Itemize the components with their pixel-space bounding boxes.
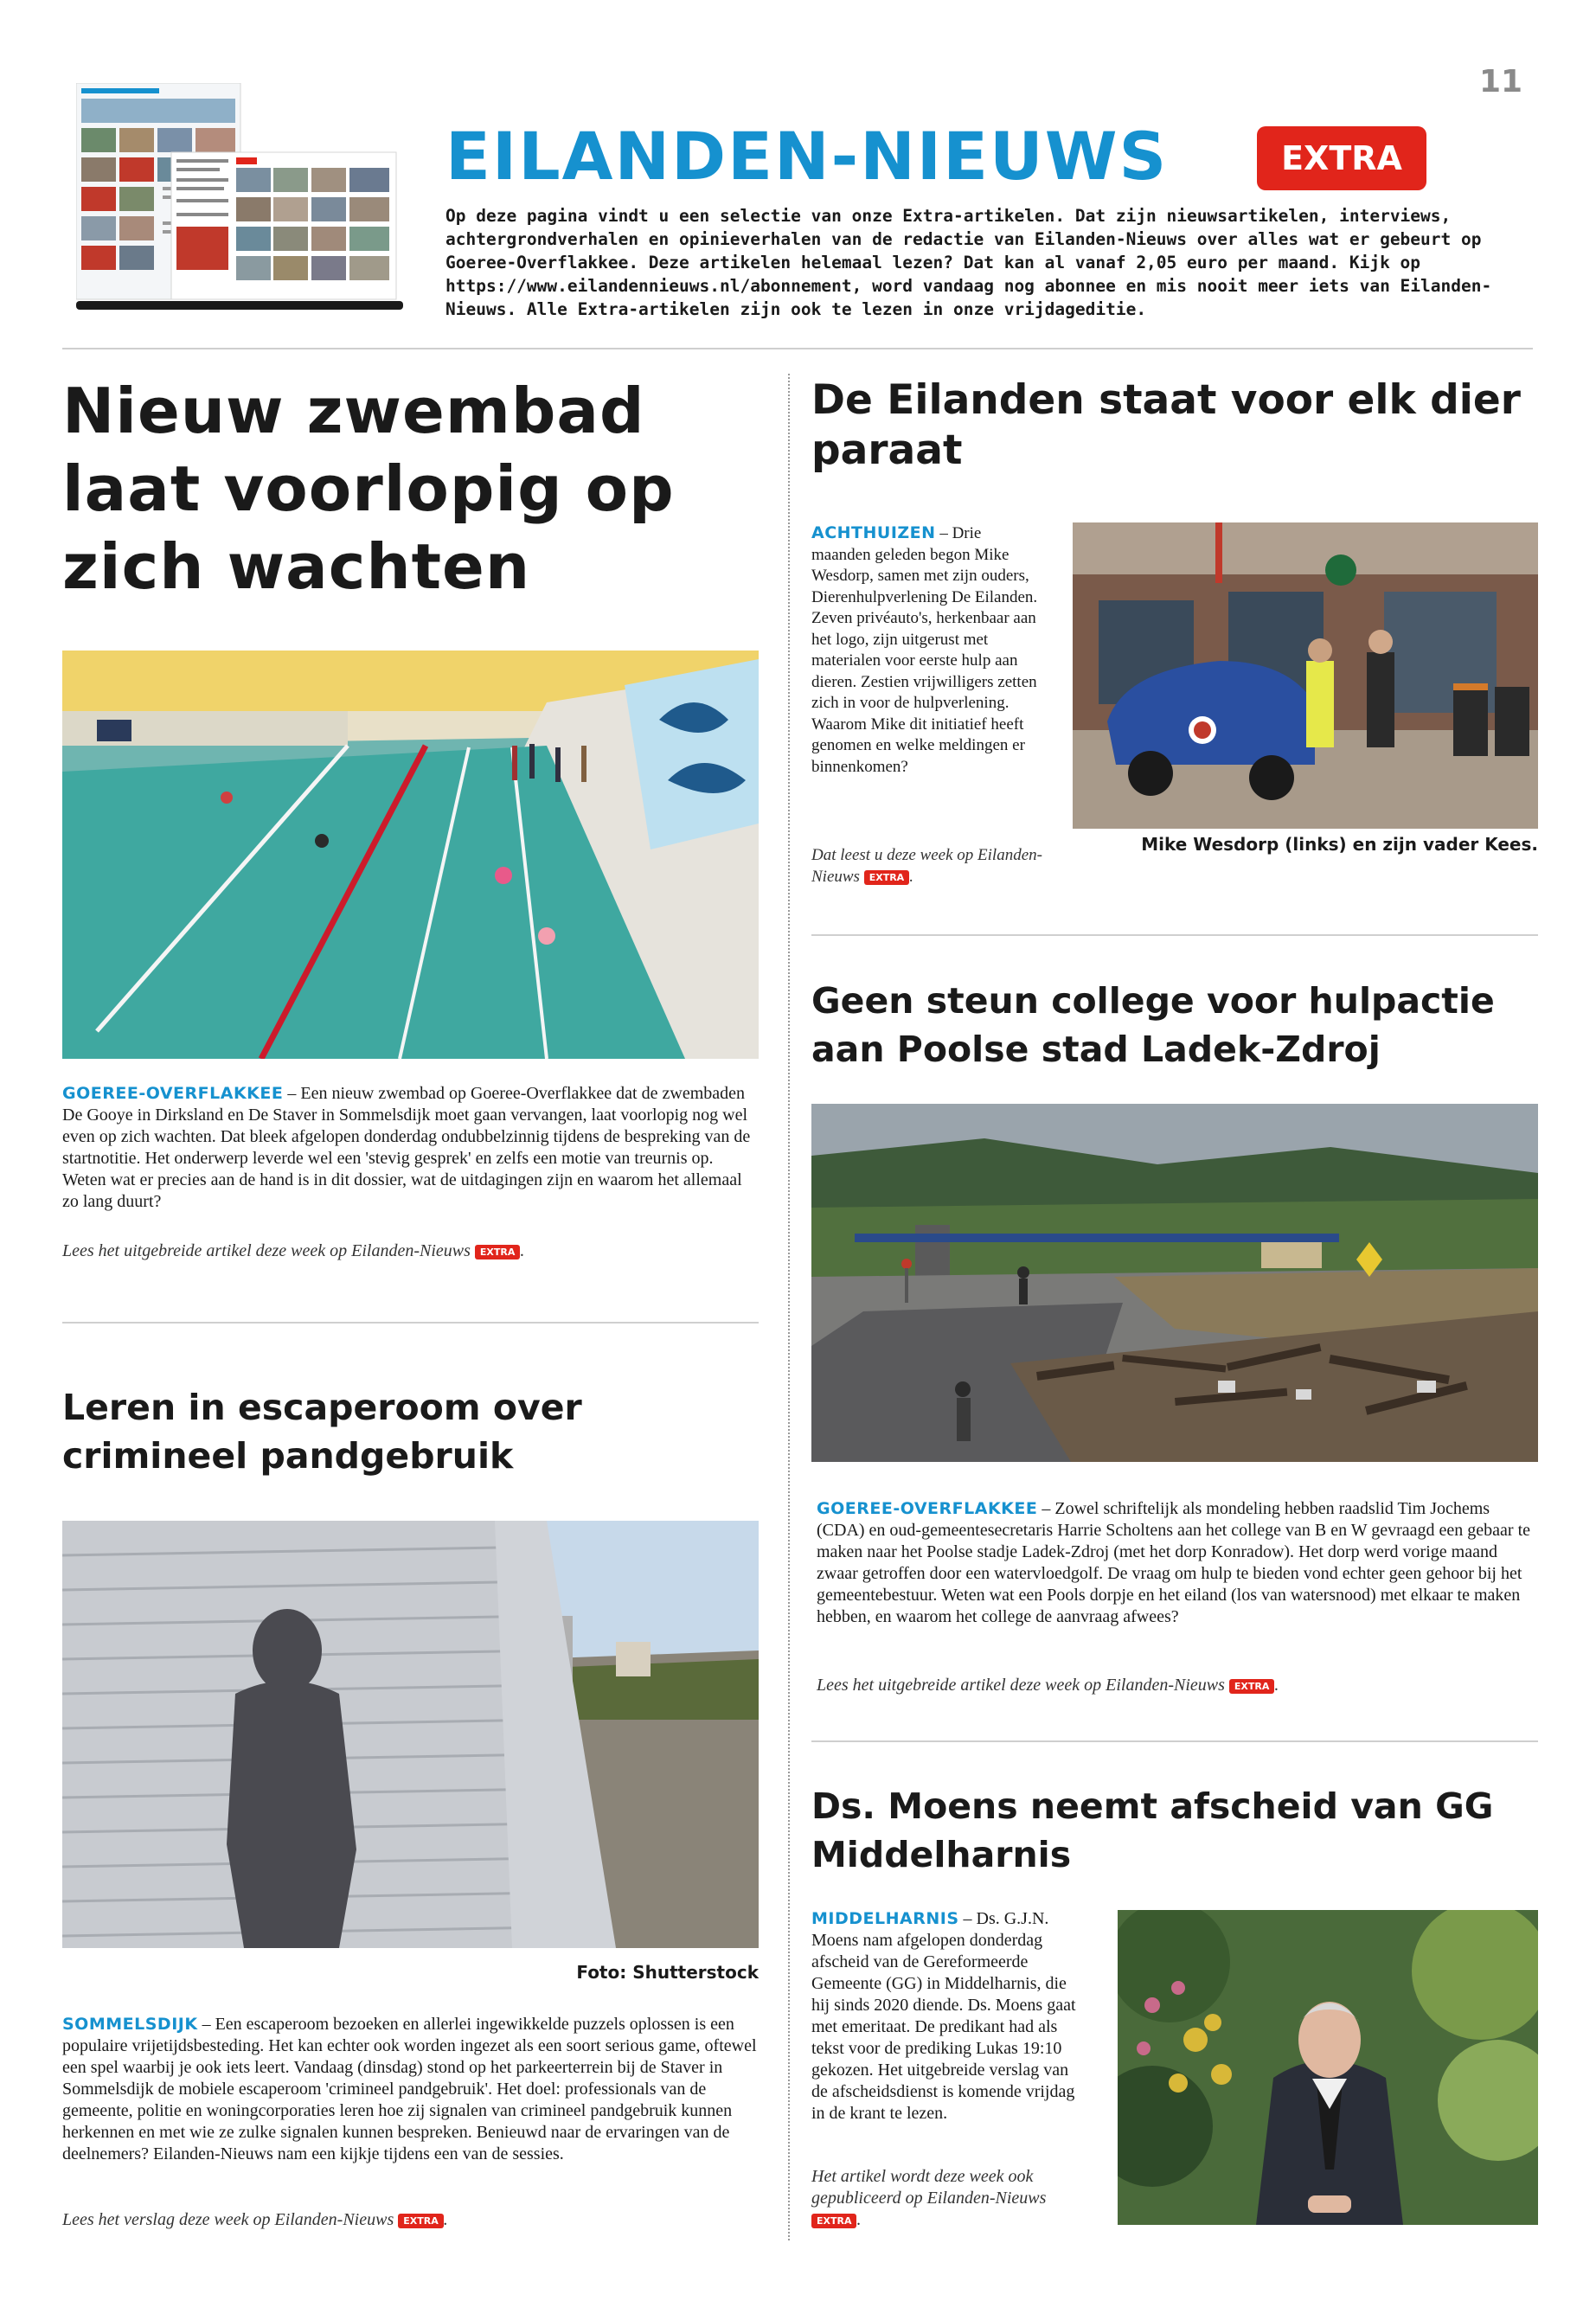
- headline-escaperoom: Leren in escaperoom over crimineel pandgebruik: [62, 1387, 582, 1477]
- readmore-escaperoom-text: Lees het verslag deze week op Eilanden-Nieuws: [62, 2210, 394, 2229]
- readmore-polen-text: Lees het uitgebreide artikel deze week op Eilanden-Nieuws: [817, 1676, 1225, 1695]
- body-dierenhulp: [811, 522, 1043, 778]
- swimming-pool-photo: [62, 651, 759, 1059]
- kicker-polen: GOEREE-OVERFLAKKEE: [817, 1499, 1038, 1518]
- body-dierenhulp-text: – Drie maanden geleden begon Mike Wesdorp, samen met zijn ouders, Dierenhulpverlening De Eilanden. Zeven privéauto's, herkenbaar aan het logo, zijn uitgerust met materialen voor eerste hulp aan dieren. Zestien vrijwilligers zetten zich in voor de hulpverlening. Waarom Mike dit initiatief heeft genomen en welke meldingen er binnenkomen?: [811, 524, 1038, 776]
- brand-name: EILANDEN-NIEUWS: [445, 118, 1169, 195]
- headline-zwembad: Nieuw zwembad laat voorlopig op zich wachten: [62, 375, 675, 603]
- body-escaperoom: [62, 2014, 759, 2165]
- readmore-polen: Lees het uitgebreide artikel deze week op Eilanden-Nieuws EXTRA .: [817, 1676, 1279, 1695]
- website-preview-image: [76, 83, 403, 315]
- headline-moens: Ds. Moens neemt afscheid van GG Middelharnis: [811, 1785, 1494, 1875]
- reverend-portrait-photo: [1118, 1910, 1538, 2225]
- body-moens: [811, 1908, 1086, 2125]
- extra-tag: EXTRA: [864, 870, 909, 885]
- header-divider: [62, 348, 1533, 349]
- headline-polen: Geen steun college voor hulpactie aan Poolse stad Ladek-Zdroj: [811, 980, 1495, 1070]
- extra-badge: EXTRA: [1257, 126, 1426, 190]
- page-number: 11: [1479, 64, 1523, 99]
- animal-rescue-car-photo: [1073, 522, 1538, 829]
- body-polen-text: – Zowel schriftelijk als mondeling hebben raadslid Tim Jochems (CDA) en oud-gemeentesecretaris Harrie Scholtens aan het college van B en W gevraagd een gebaar te maken naar het Poolse stadje Ladek-Zdroj (met het dorp Konradow). Het dorp werd vorige maand zwaar getroffen door een watervloedgolf. De vraag om hulp te bieden vond echter geen gehoor bij het gemeentebestuur. Weten wat een Pools dorpje en het eiland (los van watersnood) met elkaar te maken hebben, en waarom het college de aanvraag afwees?: [817, 1499, 1531, 1626]
- column-divider: [788, 374, 790, 2240]
- kicker-zwembad: GOEREE-OVERFLAKKEE: [62, 1084, 284, 1103]
- kicker-moens: MIDDELHARNIS: [811, 1909, 959, 1928]
- headline-dierenhulp: De Eilanden staat voor elk dier paraat: [811, 376, 1521, 474]
- readmore-escaperoom: Lees het verslag deze week op Eilanden-Nieuws EXTRA .: [62, 2210, 448, 2229]
- caption-dierenhulp: Mike Wesdorp (links) en zijn vader Kees.: [1141, 834, 1538, 855]
- flood-damage-photo: [811, 1104, 1538, 1462]
- intro-text: Op deze pagina vindt u een selectie van onze Extra-artikelen. Dat zijn nieuwsartikelen, interviews, achtergrondverhalen en opinieverhalen van de redactie van Eilanden-Nieuws over alles wat er gebeurt op Goeree-Overflakkee. Deze artikelen helemaal lezen? Dat kan al vanaf 2,05 euro per maand. Kijk op https://www.eilandennieuws.nl/abonnement, word vandaag nog abonnee en mis nooit meer iets van Eilanden-Nieuws. Alle Extra-artikelen zijn ook te lezen in onze vrijdageditie.: [445, 206, 1492, 319]
- body-escaperoom-text: – Een escaperoom bezoeken en allerlei ingewikkelde puzzels oplossen is een populaire vrijetijdsbesteding. Het kan echter ook worden ingezet als een soort serious game, oftewel een spel waarbij je ook iets leert. Vandaag (dinsdag) stond op het parkeerterrein bij de Staver in Sommelsdijk de mobiele escaperoom 'crimineel pandgebruik'. Het doel: professionals van de gemeente, politie en woningcorporaties leren hoe zij signalen van crimineel pandgebruik kunnen herkennen en met wie ze zulke signalen kunnen bespreken. Benieuwd naar de ervaringen van de deelnemers? Eilanden-Nieuws nam een kijkje tijdens een van de sessies.: [62, 2015, 757, 2163]
- readmore-moens: Het artikel wordt deze week ook gepubliceerd op Eilanden-Nieuws EXTRA .: [811, 2167, 1047, 2229]
- article-divider: [811, 1740, 1538, 1742]
- extra-tag: EXTRA: [811, 2214, 856, 2228]
- article-divider: [811, 934, 1538, 936]
- body-moens-text: – Ds. G.J.N. Moens nam afgelopen donderdag afscheid van de Gereformeerde Gemeente (GG) in Middelharnis, die hij sinds 2020 diende. Ds. Moens gaat met emeritaat. De predikant had als tekst voor de prediking Lukas 19:10 gekozen. Het uitgebreide verslag van de afscheidsdienst is komende vrijdag in de krant te lezen.: [811, 1909, 1076, 2123]
- extra-tag: EXTRA: [398, 2214, 443, 2228]
- kicker-dierenhulp: ACHTHUIZEN: [811, 523, 936, 542]
- readmore-zwembad-text: Lees het uitgebreide artikel deze week op Eilanden-Nieuws: [62, 1241, 471, 1260]
- brand-logo: [445, 118, 1169, 195]
- extra-tag: EXTRA: [1229, 1679, 1274, 1694]
- readmore-dierenhulp-text: Dat leest u deze week op Eilanden-Nieuws: [811, 846, 1042, 886]
- readmore-dierenhulp: Dat leest u deze week op Eilanden-Nieuws EXTRA .: [811, 846, 1042, 886]
- photo-credit-escaperoom: Foto: Shutterstock: [576, 1962, 759, 1983]
- kicker-escaperoom: SOMMELSDIJK: [62, 2015, 198, 2034]
- article-divider: [62, 1322, 759, 1324]
- body-polen: [817, 1498, 1538, 1628]
- escaperoom-shadow-photo: [62, 1521, 759, 1948]
- body-zwembad-text: – Een nieuw zwembad op Goeree-Overflakkee dat de zwembaden De Gooye in Dirksland en De Staver in Sommelsdijk moet gaan vervangen, laat voorlopig nog wel even op zich wachten. Dat bleek afgelopen donderdag ondubbelzinnig tijdens de bespreking van de startnotitie. Het onderwerp leverde wel een 'stevig gesprek' en zelfs een motie van treurnis op. Weten wat er precies aan de hand is in dit dossier, wat de uitdagingen zijn en waarom het allemaal zo lang duurt?: [62, 1084, 751, 1211]
- extra-tag: EXTRA: [475, 1245, 520, 1259]
- readmore-zwembad: Lees het uitgebreide artikel deze week op Eilanden-Nieuws EXTRA .: [62, 1241, 525, 1260]
- body-zwembad: [62, 1083, 759, 1213]
- readmore-moens-text: Het artikel wordt deze week ook gepubliceerd op Eilanden-Nieuws: [811, 2167, 1047, 2208]
